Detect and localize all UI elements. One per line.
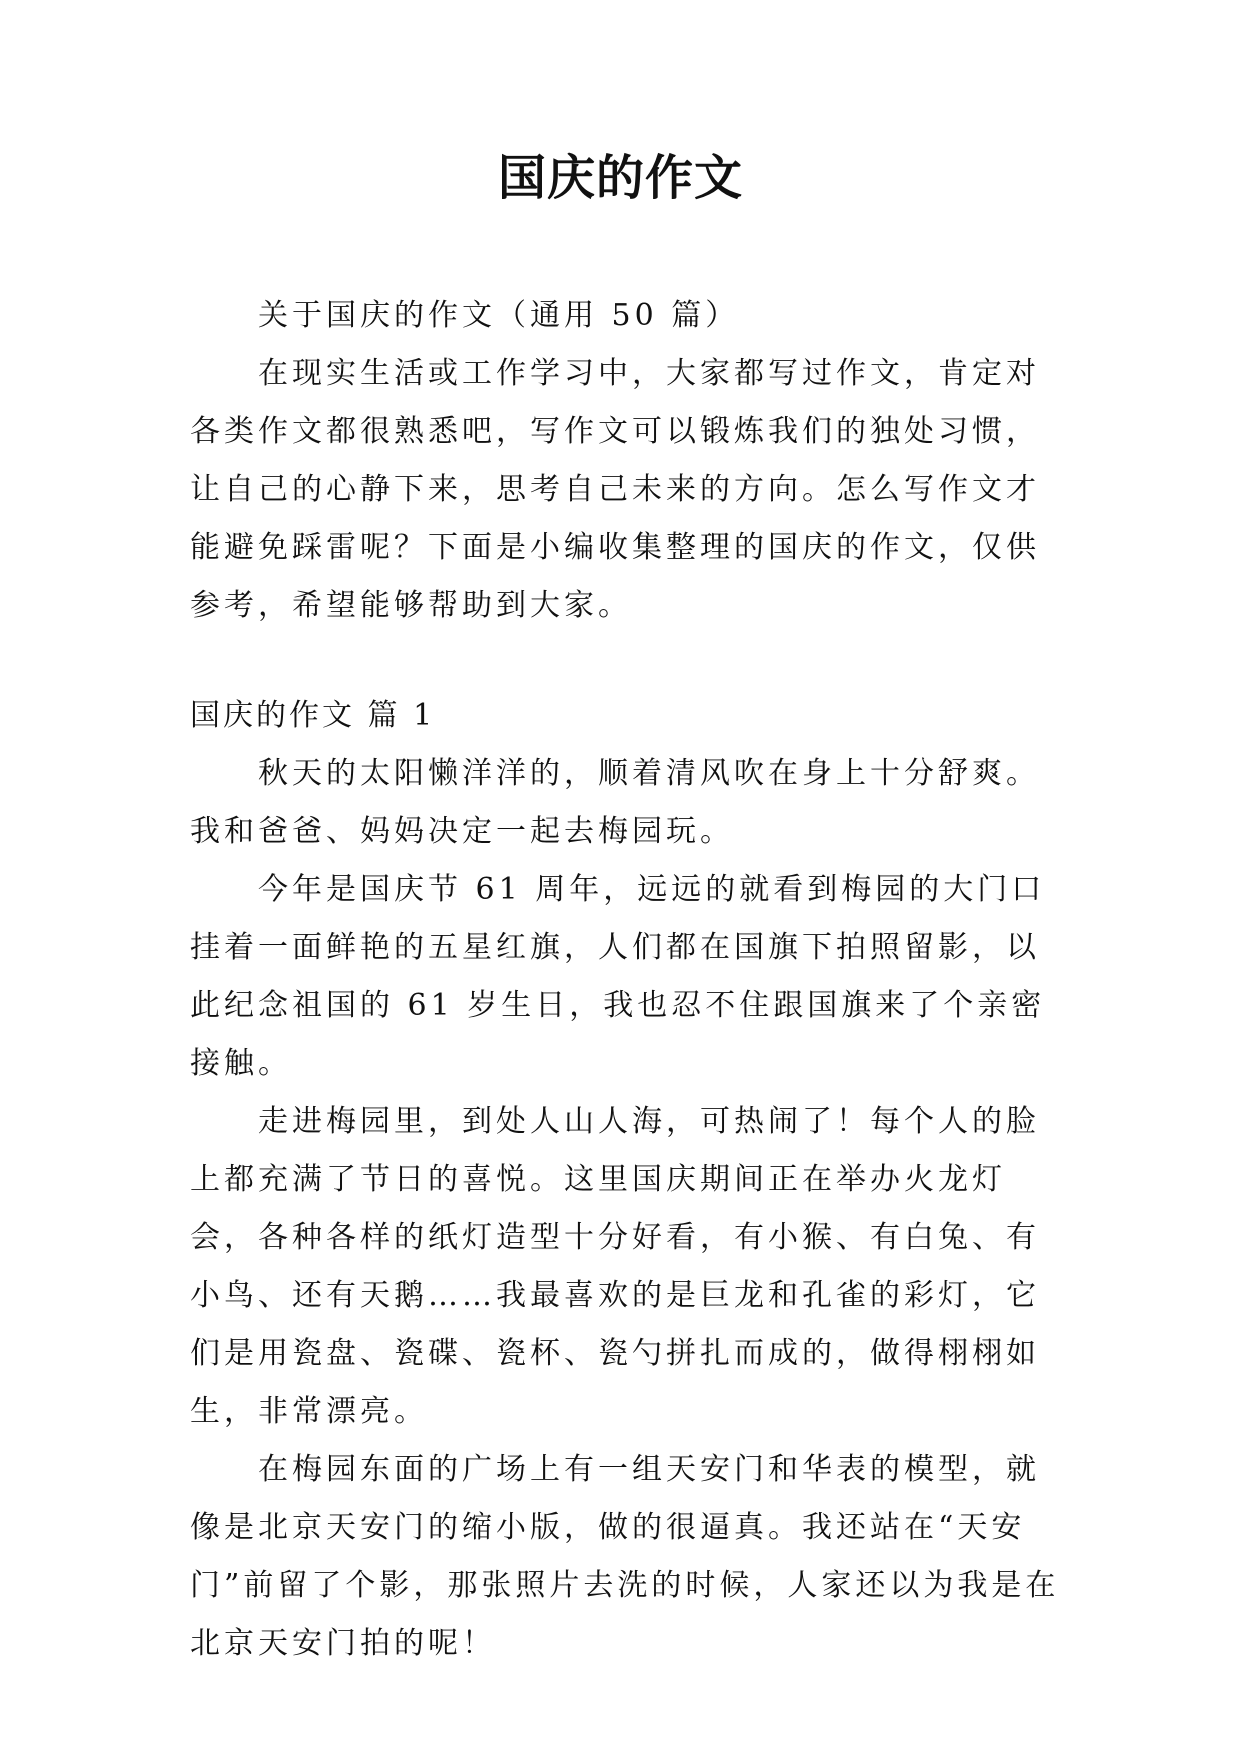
body-paragraph-1: 秋天的太阳懒洋洋的，顺着清风吹在身上十分舒爽。我和爸爸、妈妈决定一起去梅园玩。 [190, 756, 1040, 849]
section-heading: 国庆的作文 篇 1 [190, 698, 436, 733]
body-paragraph-4: 在梅园东面的广场上有一组天安门和华表的模型，就像是北京天安门的缩小版，做的很逼真。我还站在“天安门”前留了个影，那张照片去洗的时候，人家还以为我是在北京天安门拍的呢！ [190, 1452, 1060, 1661]
body-paragraph-2: 今年是国庆节 61 周年，远远的就看到梅园的大门口挂着一面鲜艳的五星红旗，人们都在国旗下拍照留影，以此纪念祖国的 61 岁生日，我也忍不住跟国旗来了个亲密接触。 [190, 872, 1046, 1081]
section-spacer [190, 635, 1070, 687]
document-body [190, 287, 1070, 1673]
intro-title: 关于国庆的作文（通用 50 篇） [258, 298, 740, 333]
intro-paragraph: 在现实生活或工作学习中，大家都写过作文，肯定对各类作文都很熟悉吧，写作文可以锻炼我们的独处习惯，让自己的心静下来，思考自己未来的方向。怎么写作文才能避免踩雷呢？下面是小编收集整理的国庆的作文，仅供参考，希望能够帮助到大家。 [190, 356, 1040, 623]
body-paragraph-3: 走进梅园里，到处人山人海，可热闹了！每个人的脸上都充满了节日的喜悦。这里国庆期间正在举办火龙灯会，各种各样的纸灯造型十分好看，有小猴、有白兔、有小鸟、还有天鹅……我最喜欢的是巨龙和孔雀的彩灯，它们是用瓷盘、瓷碟、瓷杯、瓷勺拼扎而成的，做得栩栩如生，非常漂亮。 [190, 1104, 1040, 1429]
document-title: 国庆的作文 [497, 150, 743, 206]
